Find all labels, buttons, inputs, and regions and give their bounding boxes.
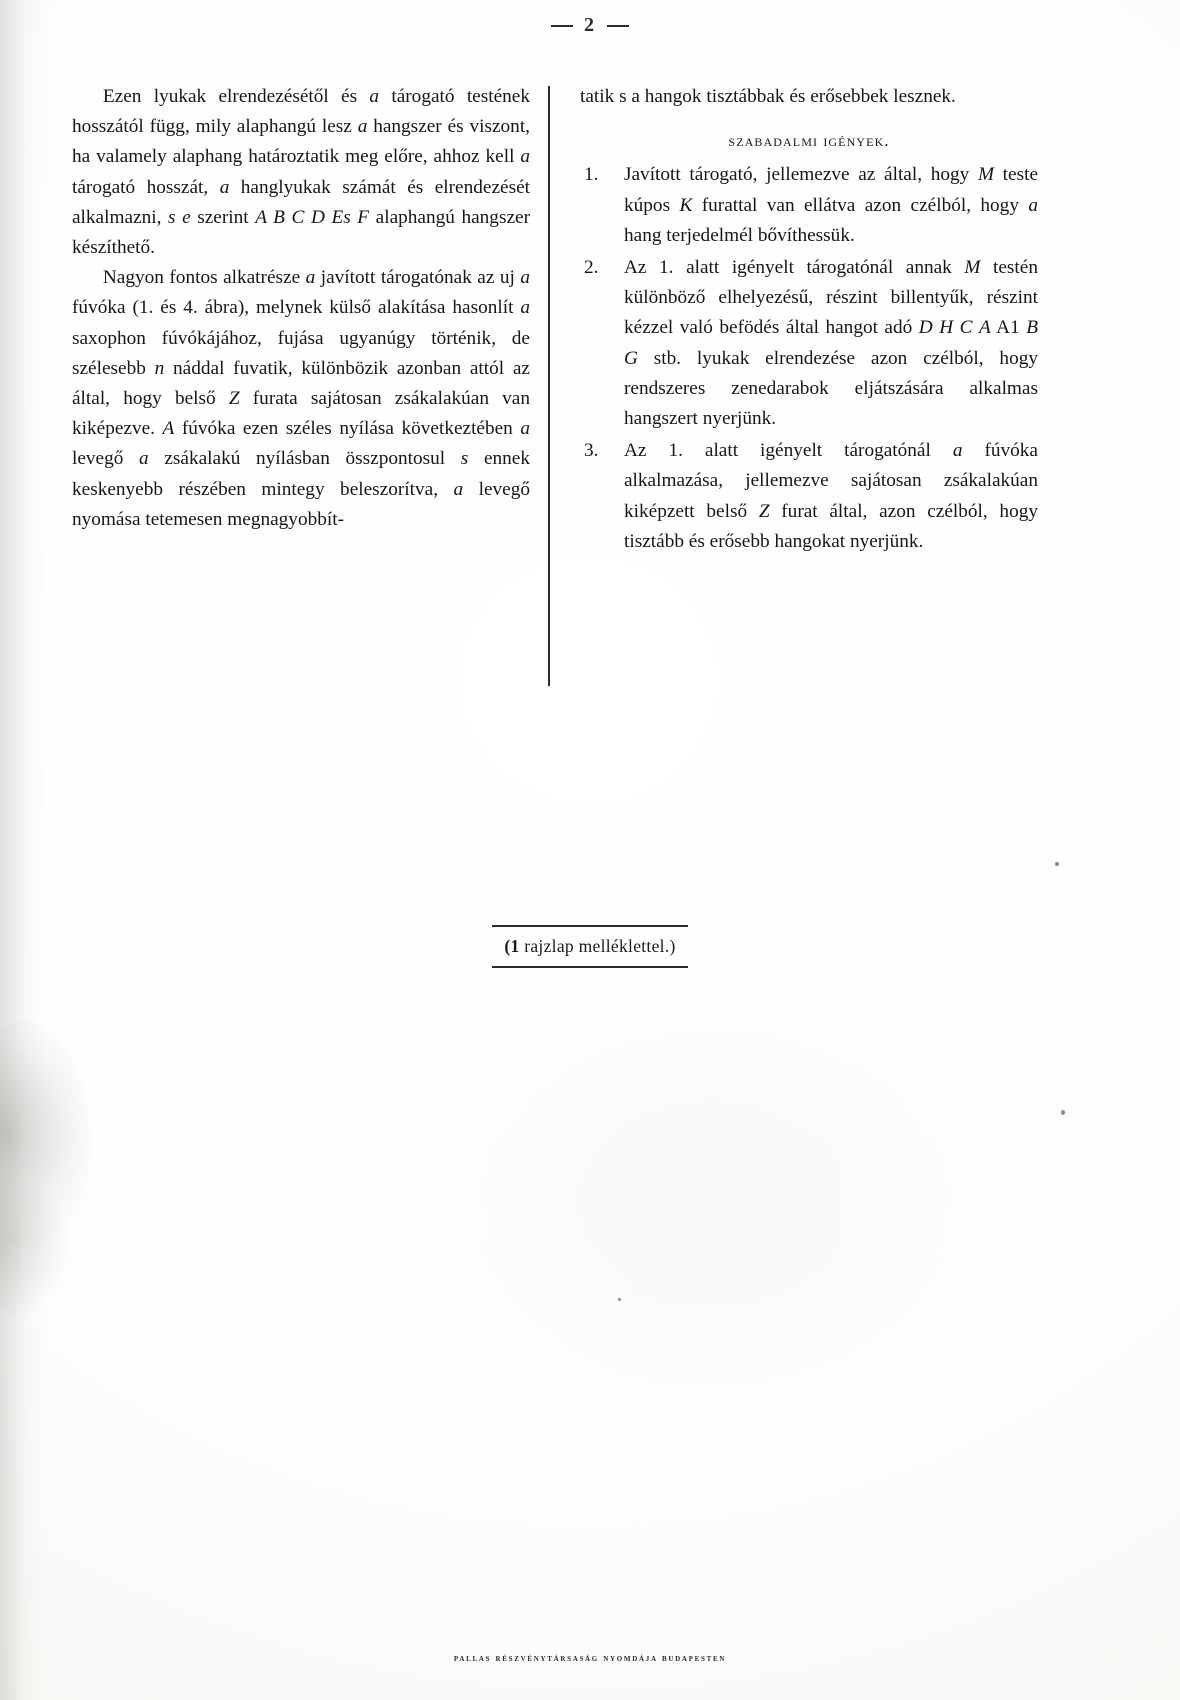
right-column	[550, 82, 1038, 686]
enclosure-count: (1	[504, 936, 520, 956]
enclosure-note-block	[0, 925, 1180, 968]
claim-number: 2.	[584, 257, 599, 279]
right-continuation-paragraph: tatik s a hangok tisztábbak és erősebbek lesznek.	[580, 86, 956, 107]
left-column	[72, 82, 548, 686]
folio-rule-right	[607, 25, 629, 27]
enclosure-rule-bottom	[492, 966, 688, 968]
left-paragraph-2: Nagyon fontos alkatrésze a javított tárogatónak az uj a fúvóka (1. és 4. ábra), melynek külső alakítása hasonlít a saxophon fúvókájához, fujása ugyanúgy történik, de szélesebb n náddal fuvatik, különbözik azonban attól az által, hogy belső Z furata sajátosan zsákalakúan van kiképezve. A fúvóka ezen széles nyílása következtében a levegő a zsákalakú nyílásban összpontosul s ennek keskenyebb részében mintegy beleszorítva, a levegő nyomása tetemesen megnagyobbít-	[72, 267, 531, 530]
claim-item	[580, 160, 1038, 251]
enclosure-text: rajzlap melléklettel.)	[524, 936, 676, 956]
page-folio	[0, 14, 1180, 37]
enclosure-rule-top	[492, 925, 688, 927]
claim-number: 3.	[584, 440, 599, 462]
body-columns	[72, 82, 1056, 686]
claim-item	[580, 436, 1038, 557]
folio-rule-left	[551, 25, 573, 27]
left-paragraph-1: Ezen lyukak elrendezésétől és a tárogató testének hosszától függ, mily alaphangú lesz a hangszer és viszont, ha valamely alaphang határoztatik meg előre, ahhoz kell a tárogató hosszát, a hanglyukak számát és elrendezését alkalmazni, s e szerint A B C D Es F alaphangú hangszer készíthető.	[72, 86, 530, 259]
claim-item	[580, 253, 1038, 434]
enclosure-note	[0, 936, 1180, 957]
claim-text: Az 1. alatt igényelt tárogatónál annak M testén különböző elhelyezésű, részint billentyűk, részint kézzel való befödés által hangot adó D H C A A1 B G stb. lyukak elrendezése azon czélból, hogy rendszeres zenedarabok eljátszására alkalmas hangszert nyerjünk.	[624, 257, 1038, 430]
claim-text: Javított tárogató, jellemezve az által, hogy M teste kúpos K furattal van ellátva azon czélból, hogy a hang terjedelmél bővíthessük.	[624, 164, 1038, 246]
folio-number: 2	[584, 14, 596, 36]
printer-imprint: pallas részvénytársaság nyomdája budapesten	[453, 1653, 727, 1664]
claims-heading: szabadalmi igények.	[728, 131, 890, 151]
claim-text: Az 1. alatt igényelt tárogatónál a fúvóka alkalmazása, jellemezve sajátosan zsákalakúan kiképzett belső Z furat által, azon czélból, hogy tisztább és erősebb hangokat nyerjünk.	[624, 440, 1038, 552]
claim-number: 1.	[584, 164, 599, 186]
